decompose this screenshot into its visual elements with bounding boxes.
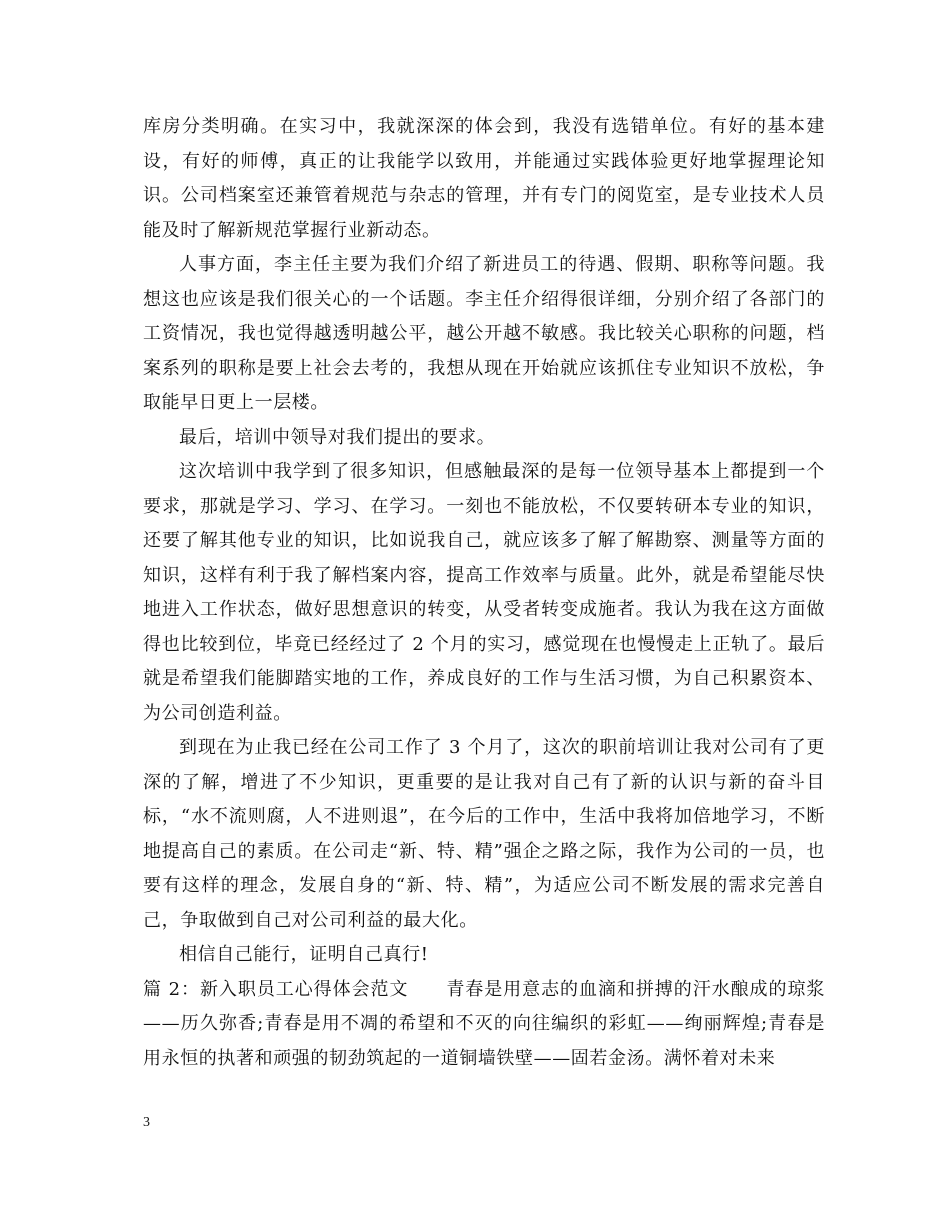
paragraph-2: 人事方面，李主任主要为我们介绍了新进员工的待遇、假期、职称等问题。我想这也应该是我们很关心的一个话题。李主任介绍得很详细，分别介绍了各部门的工资情况，我也觉得越透明越公平，越公开越不敏感。我比较关心职称的问题，档案系列的职称是要上社会去考的，我想从现在开始就应该抓住专业知识不放松，争取能早日更上一层楼。 (143, 254, 825, 413)
paragraph-1: 库房分类明确。在实习中，我就深深的体会到，我没有选错单位。有好的基本建设，有好的师傅，真正的让我能学以致用，并能通过实践体验更好地掌握理论知识。公司档案室还兼管着规范与杂志的管理，并有专门的阅览室，是专业技术人员能及时了解新规范掌握行业新动态。 (143, 116, 825, 241)
page-number: 3 (143, 1115, 150, 1130)
paragraph-3: 最后，培训中领导对我们提出的要求。 (179, 426, 496, 448)
paragraph-7: 篇 2：新入职员工心得体会范文 青春是用意志的血滴和拼搏的汗水酿成的琼浆——历久弥香;青春是用不凋的希望和不灭的向往编织的彩虹——绚丽辉煌;青春是用永恒的执著和顽强的韧劲筑起的一道铜墙铁壁——固若金汤。满怀着对未来 (143, 978, 825, 1069)
paragraph-6: 相信自己能行，证明自己真行! (179, 944, 429, 965)
paragraph-5: 到现在为止我已经在公司工作了 3 个月了，这次的职前培训让我对公司有了更深的了解，增进了不少知识，更重要的是让我对自己有了新的认识与新的奋斗目标，“水不流则腐，人不进则退”，在今后的工作中，生活中我将加倍地学习，不断地提高自己的素质。在公司走“新、特、精”强企之路之际，我作为公司的一员，也要有这样的理念，发展自身的“新、特、精”，为适应公司不断发展的需求完善自己，争取做到自己对公司利益的最大化。 (143, 737, 825, 931)
paragraph-4: 这次培训中我学到了很多知识，但感触最深的是每一位领导基本上都提到一个要求，那就是学习、学习、在学习。一刻也不能放松，不仅要转研本专业的知识，还要了解其他专业的知识，比如说我自己，就应该多了解了解勘察、测量等方面的知识，这样有利于我了解档案内容，提高工作效率与质量。此外，就是希望能尽快地进入工作状态，做好思想意识的转变，从受者转变成施者。我认为我在这方面做得也比较到位，毕竟已经经过了 2 个月的实习，感觉现在也慢慢走上正轨了。最后就是希望我们能脚踏实地的工作，养成良好的工作与生活习惯，为自己积累资本、为公司创造利益。 (143, 461, 825, 724)
body-text (143, 110, 825, 1076)
